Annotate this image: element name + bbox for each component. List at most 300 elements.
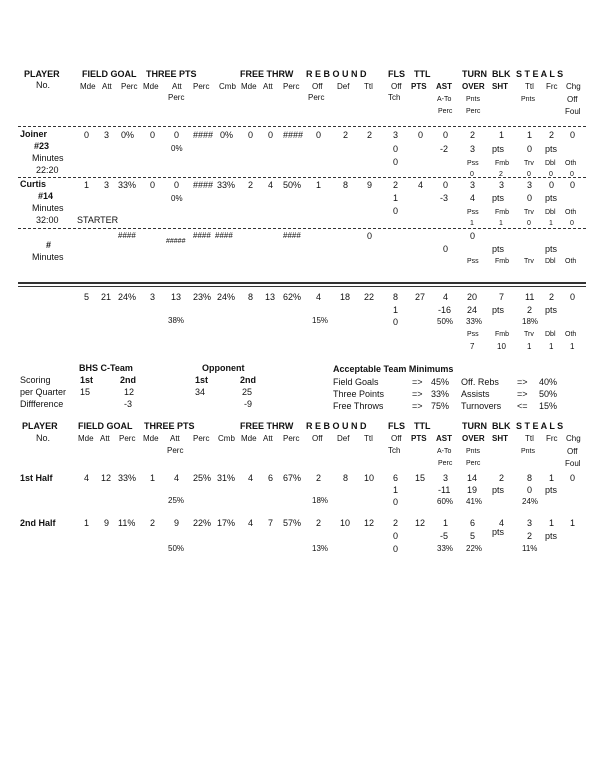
sub-val-trv: 1	[527, 342, 532, 351]
totals-divider	[18, 286, 586, 287]
ttl-heading: TTL	[414, 69, 431, 79]
sub-label-oth: Oth	[565, 258, 577, 265]
sub-label-fmb: Fmb	[495, 160, 509, 167]
fls-heading: FLS	[388, 69, 405, 79]
pts-label-2: pts	[545, 305, 558, 315]
stat-ttl-3: 18%	[522, 317, 539, 326]
stat-ast: 0	[443, 130, 449, 140]
pts-label: pts	[492, 305, 505, 315]
opp-1st: 1st	[195, 375, 209, 385]
rebound-heading: R E B O U N D	[306, 69, 367, 79]
stat-ttl-2: 2	[527, 531, 533, 541]
sub-val-dbl: 1	[549, 342, 554, 351]
col-def: Def	[337, 434, 350, 443]
min-value: 75%	[431, 401, 450, 411]
stat-3p-att-perc: 50%	[168, 544, 185, 553]
stat-ttl-2: 0	[527, 144, 533, 154]
sub-val-pss: 0	[470, 171, 474, 178]
sub-val-fmb: 1	[499, 220, 503, 227]
steals-heading: S T E A L S	[516, 421, 564, 431]
sub-label-fmb: Fmb	[495, 258, 509, 265]
col-att2-perc: Perc	[167, 446, 184, 455]
stat-fg-made: 4	[84, 473, 90, 483]
col-pnts-perc: Perc	[466, 108, 481, 115]
pts-label-2: pts	[545, 193, 558, 203]
blank-hash-2: #####	[166, 238, 186, 245]
col-att3: Att	[263, 434, 273, 443]
col-att2: Att	[172, 82, 182, 91]
col-frc: Frc	[546, 434, 558, 443]
player-heading: PLAYER	[24, 69, 60, 79]
stat-to-3: 22%	[466, 544, 483, 553]
player-number: #23	[34, 141, 50, 151]
stat-ft-perc: 67%	[283, 473, 302, 483]
stat-chg: 1	[570, 518, 576, 528]
half-label: 1st Half	[20, 473, 53, 483]
player-name: Curtis	[20, 179, 47, 189]
steals-heading: S T E A L S	[516, 69, 564, 79]
col-att3: Att	[263, 82, 273, 91]
pts-label: pts	[492, 485, 505, 495]
stat-ft-perc: 62%	[283, 292, 302, 302]
stat-fg-att: 12	[101, 473, 112, 483]
stat-reb-off: 2	[316, 518, 322, 528]
col-def: Def	[337, 82, 350, 91]
sub-val-oth: 0	[570, 220, 574, 227]
stat-ft-att: 4	[268, 180, 274, 190]
stat-turnover: 14	[467, 473, 478, 483]
col-sht: SHT	[492, 82, 508, 91]
team-q2-score: 12	[124, 387, 135, 397]
col-frc: Frc	[546, 82, 558, 91]
stat-fls-3: 0	[393, 317, 399, 327]
min-arrow-2: =>	[517, 389, 528, 399]
col-mde2: Mde	[143, 82, 159, 91]
free-throw-heading: FREE THRW	[240, 69, 294, 79]
blank-hash-3: ####	[193, 231, 211, 240]
sub-val-pss: 1	[470, 220, 474, 227]
sub-label-fmb: Fmb	[495, 331, 509, 338]
col-att2-perc: Perc	[168, 93, 185, 102]
stat-pts: 4	[418, 180, 424, 190]
stat-steals: 3	[527, 518, 533, 528]
opp-q2-score: 25	[242, 387, 253, 397]
col-att2: Att	[170, 434, 180, 443]
stat-3p-att: 0	[174, 180, 180, 190]
min-label: Three Points	[333, 389, 385, 399]
stat-reb-def: 8	[343, 180, 349, 190]
stat-pts: 15	[415, 473, 426, 483]
team-difference: -3	[124, 399, 133, 409]
opponent-heading: Opponent	[202, 363, 245, 373]
stat-fls-2: 1	[393, 193, 399, 203]
col-sht: SHT	[492, 434, 508, 443]
stat-reb-off: 0	[316, 130, 322, 140]
stat-reb-def: 10	[340, 518, 351, 528]
stat-fls-2: 0	[393, 531, 399, 541]
col-mde3: Mde	[241, 434, 257, 443]
stat-ttl-2: 2	[527, 305, 533, 315]
col-foul: Foul	[565, 107, 581, 116]
opp-difference: -9	[244, 399, 253, 409]
stat-ast-2: -11	[438, 485, 451, 495]
row-divider	[18, 177, 586, 178]
stat-3p-made: 1	[150, 473, 156, 483]
sub-val-fmb: 10	[497, 342, 506, 351]
sub-label-pss: Pss	[467, 209, 479, 216]
col-ato-perc: Perc	[438, 108, 453, 115]
col-ttl3: Ttl	[525, 434, 534, 443]
sub-val-fmb: 2	[499, 171, 503, 178]
sub-val-oth: 1	[570, 342, 575, 351]
sub-label-trv: Trv	[524, 331, 534, 338]
stat-reb-def: 18	[340, 292, 351, 302]
stat-fls: 8	[393, 292, 399, 302]
stat-fg-att: 3	[104, 130, 110, 140]
stat-reb-ttl: 2	[367, 130, 373, 140]
stat-chg: 0	[570, 130, 576, 140]
opp-2nd: 2nd	[240, 375, 257, 385]
stat-3p-att: 9	[174, 518, 180, 528]
stat-3p-att-perc: 25%	[168, 496, 185, 505]
pts-label: pts	[492, 527, 505, 537]
min-label: Field Goals	[333, 377, 379, 387]
stat-chg: 0	[570, 180, 576, 190]
per-quarter-label: per Quarter	[20, 387, 67, 397]
col-mde: Mde	[80, 82, 96, 91]
stat-cmb: 33%	[217, 180, 236, 190]
sub-val-oth: 0	[570, 171, 574, 178]
stat-ft-made: 4	[248, 518, 254, 528]
stat-fg-att: 21	[101, 292, 112, 302]
stat-turnover: 6	[470, 518, 476, 528]
stat-3p-perc: 25%	[193, 473, 212, 483]
stat-ft-made: 0	[248, 130, 254, 140]
pts-label: pts	[492, 244, 505, 254]
blk-heading: BLK	[492, 421, 511, 431]
stat-to-2: 5	[470, 531, 476, 541]
difference-label: Diffference	[20, 399, 64, 409]
three-pts-heading: THREE PTS	[144, 421, 195, 431]
stat-reb-ttl: 9	[367, 180, 373, 190]
stat-3p-att-perc: 0%	[171, 194, 183, 203]
stat-steals: 3	[527, 180, 533, 190]
stat-3p-made: 3	[150, 292, 156, 302]
turn-heading: TURN	[462, 421, 487, 431]
col-off: Off	[312, 434, 323, 443]
col-perc4: Perc	[283, 82, 300, 91]
stat-ast-2: -5	[440, 531, 449, 541]
stat-ft-perc: ####	[283, 130, 304, 140]
sub-label-dbl: Dbl	[545, 209, 556, 216]
stat-reb-off: 4	[316, 292, 322, 302]
stat-fg-made: 0	[84, 130, 90, 140]
sub-label-oth: Oth	[565, 209, 577, 216]
stat-cmb: 17%	[217, 518, 236, 528]
minutes-label: Minutes	[32, 153, 64, 163]
field-goal-heading: FIELD GOAL	[78, 421, 133, 431]
col-pnts-perc: Perc	[466, 460, 481, 467]
ttl-heading: TTL	[414, 421, 431, 431]
stat-3p-made: 0	[150, 180, 156, 190]
pts-label: pts	[492, 193, 505, 203]
blank-hash-4: ####	[215, 231, 233, 240]
col-tch: Tch	[388, 446, 401, 455]
player-name: Joiner	[20, 129, 48, 139]
stat-turnover: 3	[470, 180, 476, 190]
team-heading: BHS C-Team	[79, 363, 133, 373]
stat-3p-att: 0	[174, 130, 180, 140]
team-2nd: 2nd	[120, 375, 137, 385]
stat-ttl-3: 11%	[522, 544, 538, 553]
stat-steals: 11	[525, 292, 535, 302]
stat-fls-2: 0	[393, 144, 399, 154]
col-off: Off	[312, 82, 323, 91]
team-q1-score: 15	[80, 387, 91, 397]
player-heading: PLAYER	[22, 421, 58, 431]
stat-reb-ttl: 12	[364, 518, 375, 528]
no-heading: No.	[36, 80, 51, 90]
min-arrow: =>	[412, 401, 423, 411]
sub-label-dbl: Dbl	[545, 258, 556, 265]
col-mde: Mde	[78, 434, 94, 443]
minutes-label: Minutes	[32, 203, 64, 213]
stat-frc: 1	[549, 518, 555, 528]
stat-to-3: 33%	[466, 317, 483, 326]
stat-steals: 1	[527, 130, 533, 140]
stat-blk: 3	[499, 180, 505, 190]
stat-pts: 27	[415, 292, 426, 302]
sub-val-dbl: 0	[549, 171, 553, 178]
col-ttl3: Ttl	[525, 82, 534, 91]
col-ato: A-To	[437, 96, 452, 103]
min-arrow: =>	[412, 389, 423, 399]
stat-ttl-2: 0	[527, 485, 533, 495]
stat-3p-made: 0	[150, 130, 156, 140]
sub-label-pss: Pss	[467, 258, 479, 265]
stat-frc: 1	[549, 473, 555, 483]
totals-divider	[18, 282, 586, 284]
sub-val-dbl: 1	[549, 220, 553, 227]
blank-reb-ttl: 0	[367, 231, 373, 241]
min-value-2: 40%	[539, 377, 558, 387]
stat-reb-ttl: 22	[364, 292, 375, 302]
three-pts-heading: THREE PTS	[146, 69, 197, 79]
blank-hash-1: ####	[118, 231, 136, 240]
stat-ast: 3	[443, 473, 449, 483]
stat-turnover: 2	[470, 130, 476, 140]
min-label-2: Assists	[461, 389, 490, 399]
col-pts: PTS	[411, 82, 427, 91]
blank-hash-5: ####	[283, 231, 301, 240]
stat-reb-off: 2	[316, 473, 322, 483]
stat-3p-perc: 22%	[193, 518, 212, 528]
pts-label-2: pts	[545, 485, 558, 495]
sub-val-trv: 0	[527, 220, 531, 227]
sub-val-pss: 7	[470, 342, 475, 351]
stat-reb-perc: 15%	[312, 316, 329, 325]
stat-steals: 8	[527, 473, 533, 483]
stat-3p-att: 4	[174, 473, 180, 483]
col-mde2: Mde	[143, 434, 159, 443]
stat-ast: 0	[443, 180, 449, 190]
pts-label-2: pts	[545, 244, 558, 254]
stat-ft-perc: 57%	[283, 518, 302, 528]
col-pnts: Pnts	[466, 96, 481, 103]
row-divider	[18, 228, 586, 229]
stat-reb-ttl: 10	[364, 473, 375, 483]
stat-fg-made: 1	[84, 518, 90, 528]
stat-frc: 2	[549, 292, 555, 302]
stat-to-2: 3	[470, 144, 476, 154]
col-perc3: Perc	[193, 434, 210, 443]
stat-fg-perc: 33%	[118, 180, 137, 190]
stat-3p-att-perc: 0%	[171, 144, 183, 153]
player-number: #	[46, 240, 52, 250]
sub-label-trv: Trv	[524, 160, 534, 167]
col-perc: Perc	[121, 82, 138, 91]
col-ttl: Ttl	[364, 82, 373, 91]
minimums-title: Acceptable Team Minimums	[333, 364, 454, 374]
stat-fls-3: 0	[393, 497, 399, 507]
col-off2: Off	[567, 447, 578, 456]
stat-blk: 7	[499, 292, 505, 302]
col-perc3: Perc	[193, 82, 210, 91]
stat-3p-perc: ####	[193, 180, 214, 190]
col-ato-perc: Perc	[438, 460, 453, 467]
stat-fls: 2	[393, 518, 399, 528]
stat-reb-off: 1	[316, 180, 322, 190]
minutes-value: 22:20	[36, 165, 59, 175]
stat-pts: 12	[415, 518, 426, 528]
stat-to-3: 41%	[466, 497, 483, 506]
fls-heading: FLS	[388, 421, 405, 431]
stat-fg-att: 9	[104, 518, 110, 528]
pts-label: pts	[492, 144, 505, 154]
min-arrow-2: =>	[517, 377, 528, 387]
min-value: 33%	[431, 389, 450, 399]
stat-chg: 0	[570, 473, 576, 483]
blank-turnover: 0	[470, 231, 476, 241]
stat-ft-att: 0	[268, 130, 274, 140]
sub-label-dbl: Dbl	[545, 160, 556, 167]
field-goal-heading: FIELD GOAL	[82, 69, 137, 79]
stat-3p-att: 13	[171, 292, 182, 302]
row-divider	[18, 126, 586, 127]
stat-fls-2: 1	[393, 305, 399, 315]
stat-reb-perc: 13%	[312, 544, 329, 553]
stat-cmb: 24%	[217, 292, 236, 302]
col-off2: Off	[567, 95, 578, 104]
sub-label-oth: Oth	[565, 160, 577, 167]
stat-3p-att-perc: 38%	[168, 316, 185, 325]
min-value-2: 15%	[539, 401, 558, 411]
blank-ast: 0	[443, 244, 449, 254]
stat-ast: 4	[443, 292, 449, 302]
scoring-label: Scoring	[20, 375, 51, 385]
starter-label: STARTER	[77, 215, 119, 225]
half-label: 2nd Half	[20, 518, 56, 528]
stat-fg-perc: 11%	[118, 518, 136, 528]
stat-ft-perc: 50%	[283, 180, 302, 190]
stat-blk: 2	[499, 473, 505, 483]
stat-fls: 6	[393, 473, 399, 483]
col-pts: PTS	[411, 434, 427, 443]
sub-label-pss: Pss	[467, 331, 479, 338]
col-ttl: Ttl	[364, 434, 373, 443]
stat-fg-perc: 33%	[118, 473, 137, 483]
col-pnts: Pnts	[466, 448, 481, 455]
col-cmb: Cmb	[219, 82, 236, 91]
col-over: OVER	[462, 434, 485, 443]
stat-3p-made: 2	[150, 518, 156, 528]
stat-turnover: 20	[467, 292, 478, 302]
stat-fls-3: 0	[393, 206, 399, 216]
stat-fg-made: 1	[84, 180, 90, 190]
col-ast: AST	[436, 82, 452, 91]
free-throw-heading: FREE THRW	[240, 421, 294, 431]
stat-pts: 0	[418, 130, 424, 140]
min-label-2: Off. Rebs	[461, 377, 499, 387]
stat-to-2: 19	[467, 485, 478, 495]
col-tch: Tch	[388, 93, 401, 102]
col-perc4: Perc	[283, 434, 300, 443]
min-value-2: 50%	[539, 389, 558, 399]
pts-label-2: pts	[545, 144, 558, 154]
stat-blk: 1	[499, 130, 505, 140]
player-number: #14	[38, 191, 54, 201]
stat-ast-2: -2	[440, 144, 449, 154]
col-over: OVER	[462, 82, 485, 91]
pts-label-2: pts	[545, 531, 558, 541]
stat-chg: 0	[570, 292, 576, 302]
stat-ast-2: -16	[438, 305, 452, 315]
stat-ft-att: 13	[265, 292, 276, 302]
turn-heading: TURN	[462, 69, 487, 79]
stat-ast-2: -3	[440, 193, 449, 203]
stat-ttl-2: 0	[527, 193, 533, 203]
col-cmb: Cmb	[218, 434, 235, 443]
col-att: Att	[100, 434, 110, 443]
stat-reb-def: 8	[343, 473, 349, 483]
min-label-2: Turnovers	[461, 401, 502, 411]
opp-q1-score: 34	[195, 387, 206, 397]
sub-label-fmb: Fmb	[495, 209, 509, 216]
stat-frc: 0	[549, 180, 555, 190]
team-1st: 1st	[80, 375, 94, 385]
stat-to-2: 24	[467, 305, 478, 315]
sub-label-trv: Trv	[524, 258, 534, 265]
col-att: Att	[102, 82, 112, 91]
col-ato: A-To	[437, 448, 452, 455]
stat-ast-3: 60%	[437, 497, 454, 506]
sub-val-trv: 0	[527, 171, 531, 178]
stat-reb-def: 2	[343, 130, 349, 140]
sub-label-dbl: Dbl	[545, 331, 556, 338]
stat-fls: 3	[393, 130, 399, 140]
col-pnts2: Pnts	[521, 448, 536, 455]
col-chg: Chg	[566, 82, 581, 91]
col-foul: Foul	[565, 459, 581, 468]
stat-frc: 2	[549, 130, 555, 140]
col-off-fls: Off	[391, 434, 402, 443]
stat-fg-made: 5	[84, 292, 90, 302]
stat-ft-att: 7	[268, 518, 274, 528]
stat-ft-att: 6	[268, 473, 274, 483]
min-value: 45%	[431, 377, 450, 387]
stat-cmb: 31%	[217, 473, 236, 483]
sub-label-pss: Pss	[467, 160, 479, 167]
